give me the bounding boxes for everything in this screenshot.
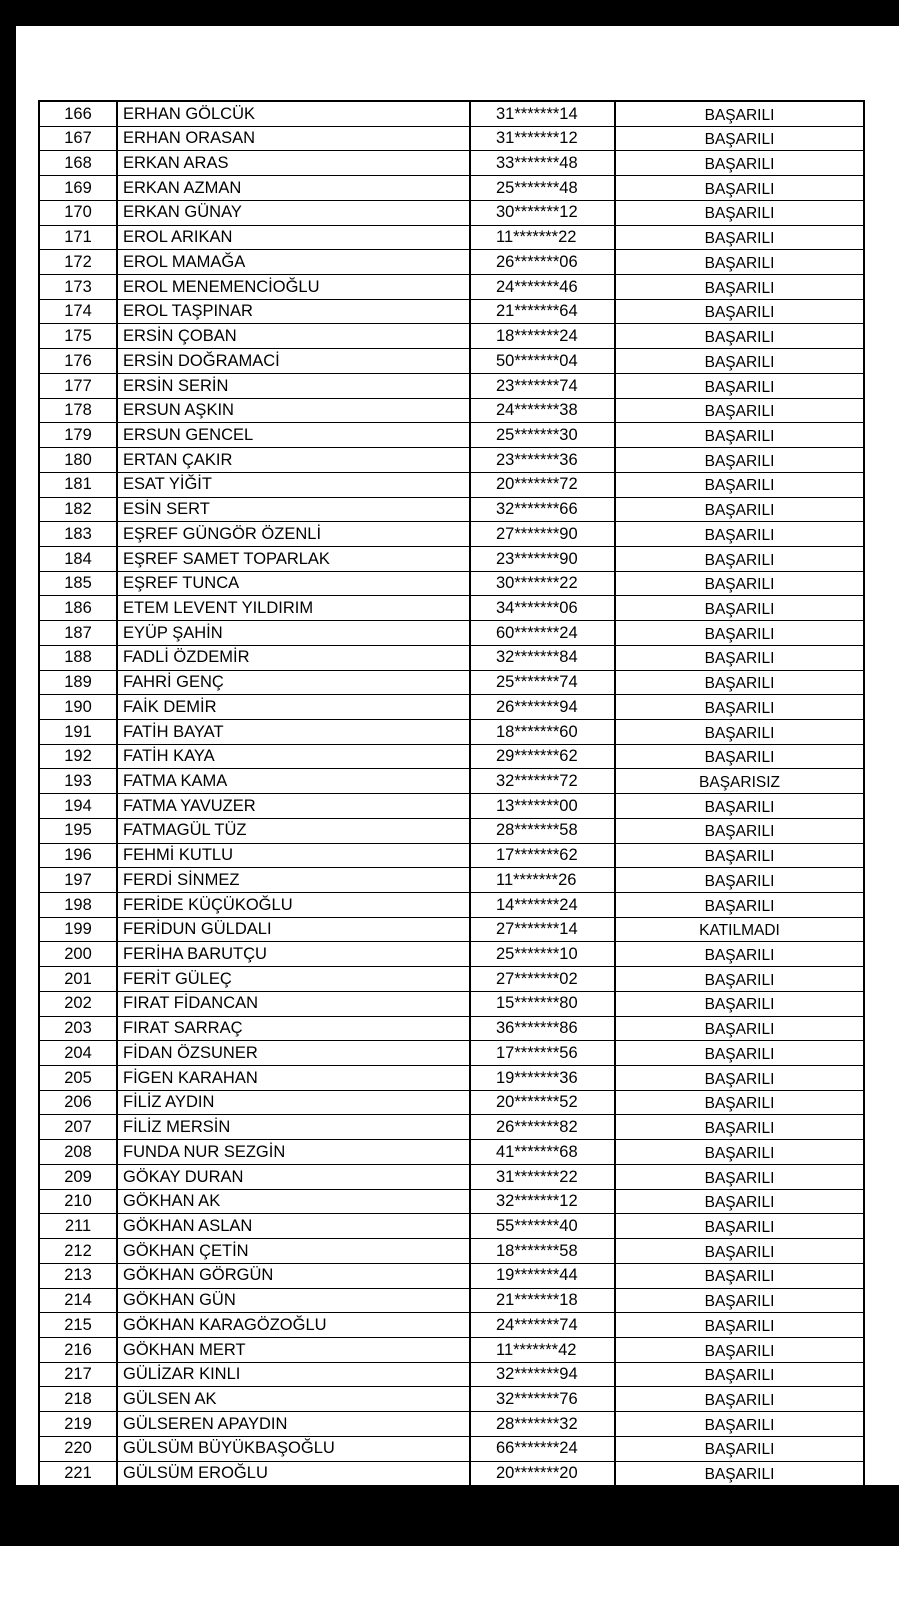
person-name: ERKAN AZMAN	[117, 176, 470, 201]
masked-id: 31*******22	[470, 1164, 615, 1189]
masked-id: 20*******72	[470, 472, 615, 497]
row-number: 172	[39, 250, 117, 275]
row-number: 221	[39, 1461, 117, 1486]
row-number: 180	[39, 448, 117, 473]
table-row	[39, 744, 864, 769]
result-status: BAŞARILI	[615, 868, 864, 893]
row-number: 167	[39, 126, 117, 151]
result-status: BAŞARILI	[615, 151, 864, 176]
row-number: 196	[39, 843, 117, 868]
masked-id: 28*******58	[470, 818, 615, 843]
result-status: BAŞARILI	[615, 423, 864, 448]
person-name: FATMA YAVUZER	[117, 794, 470, 819]
person-name: EROL ARIKAN	[117, 225, 470, 250]
result-status: BAŞARILI	[615, 546, 864, 571]
person-name: GÖKHAN GÜN	[117, 1288, 470, 1313]
row-number: 220	[39, 1436, 117, 1461]
person-name: EŞREF SAMET TOPARLAK	[117, 546, 470, 571]
row-number: 188	[39, 645, 117, 670]
masked-id: 29*******62	[470, 744, 615, 769]
result-status: BAŞARILI	[615, 1239, 864, 1264]
table-row	[39, 967, 864, 992]
masked-id: 31*******14	[470, 101, 615, 126]
result-status: BAŞARILI	[615, 1016, 864, 1041]
masked-id: 25*******10	[470, 942, 615, 967]
person-name: ERSUN GENCEL	[117, 423, 470, 448]
row-number: 191	[39, 719, 117, 744]
table-row	[39, 843, 864, 868]
table-row	[39, 917, 864, 942]
person-name: GÜLSEN AK	[117, 1387, 470, 1412]
row-number: 208	[39, 1140, 117, 1165]
result-status: BAŞARILI	[615, 472, 864, 497]
person-name: ERSİN DOĞRAMACİ	[117, 349, 470, 374]
person-name: FAHRİ GENÇ	[117, 670, 470, 695]
table-row	[39, 126, 864, 151]
masked-id: 24*******46	[470, 275, 615, 300]
row-number: 213	[39, 1263, 117, 1288]
table-row	[39, 893, 864, 918]
row-number: 187	[39, 621, 117, 646]
person-name: FEHMİ KUTLU	[117, 843, 470, 868]
table-row	[39, 275, 864, 300]
masked-id: 19*******36	[470, 1066, 615, 1091]
result-status: BAŞARILI	[615, 1090, 864, 1115]
result-status: BAŞARILI	[615, 398, 864, 423]
result-status: BAŞARILI	[615, 843, 864, 868]
row-number: 174	[39, 299, 117, 324]
row-number: 202	[39, 991, 117, 1016]
result-status: BAŞARILI	[615, 497, 864, 522]
masked-id: 18*******24	[470, 324, 615, 349]
result-status: BAŞARILI	[615, 1387, 864, 1412]
person-name: ERKAN GÜNAY	[117, 200, 470, 225]
row-number: 189	[39, 670, 117, 695]
row-number: 178	[39, 398, 117, 423]
table-row	[39, 299, 864, 324]
table-row	[39, 670, 864, 695]
masked-id: 21*******64	[470, 299, 615, 324]
row-number: 169	[39, 176, 117, 201]
masked-id: 27*******90	[470, 522, 615, 547]
person-name: FİLİZ MERSİN	[117, 1115, 470, 1140]
result-status: BAŞARILI	[615, 1461, 864, 1486]
table-row	[39, 373, 864, 398]
masked-id: 25*******48	[470, 176, 615, 201]
table-row	[39, 1387, 864, 1412]
result-status: BAŞARILI	[615, 1066, 864, 1091]
row-number: 190	[39, 695, 117, 720]
person-name: FATMAGÜL TÜZ	[117, 818, 470, 843]
table-row	[39, 1362, 864, 1387]
table-row	[39, 472, 864, 497]
result-status: BAŞARILI	[615, 645, 864, 670]
person-name: ERHAN ORASAN	[117, 126, 470, 151]
person-name: FİLİZ AYDIN	[117, 1090, 470, 1115]
result-status: BAŞARILI	[615, 621, 864, 646]
masked-id: 23*******90	[470, 546, 615, 571]
person-name: ERTAN ÇAKIR	[117, 448, 470, 473]
person-name: FERİT GÜLEÇ	[117, 967, 470, 992]
table-row	[39, 1461, 864, 1486]
person-name: GÜLSÜM EROĞLU	[117, 1461, 470, 1486]
person-name: GÖKHAN KARAGÖZOĞLU	[117, 1313, 470, 1338]
result-status: BAŞARILI	[615, 522, 864, 547]
row-number: 197	[39, 868, 117, 893]
row-number: 210	[39, 1189, 117, 1214]
person-name: FİDAN ÖZSUNER	[117, 1041, 470, 1066]
row-number: 206	[39, 1090, 117, 1115]
table-row	[39, 571, 864, 596]
masked-id: 30*******22	[470, 571, 615, 596]
person-name: FERİDUN GÜLDALI	[117, 917, 470, 942]
table-row	[39, 1090, 864, 1115]
table-row	[39, 818, 864, 843]
table-row	[39, 225, 864, 250]
result-status: BAŞARILI	[615, 942, 864, 967]
result-status: BAŞARILI	[615, 744, 864, 769]
table-row	[39, 101, 864, 126]
result-status: BAŞARILI	[615, 893, 864, 918]
masked-id: 32*******66	[470, 497, 615, 522]
result-status: BAŞARILI	[615, 373, 864, 398]
person-name: FADLİ ÖZDEMİR	[117, 645, 470, 670]
result-status: BAŞARILI	[615, 1140, 864, 1165]
result-status: BAŞARILI	[615, 596, 864, 621]
person-name: ERSİN SERİN	[117, 373, 470, 398]
result-status: BAŞARISIZ	[615, 769, 864, 794]
masked-id: 23*******36	[470, 448, 615, 473]
person-name: FERİHA BARUTÇU	[117, 942, 470, 967]
result-status: BAŞARILI	[615, 1436, 864, 1461]
table-row	[39, 1041, 864, 1066]
person-name: GÖKHAN ASLAN	[117, 1214, 470, 1239]
person-name: GÖKHAN ÇETİN	[117, 1239, 470, 1264]
masked-id: 18*******58	[470, 1239, 615, 1264]
result-status: BAŞARILI	[615, 1263, 864, 1288]
result-status: BAŞARILI	[615, 101, 864, 126]
masked-id: 26*******06	[470, 250, 615, 275]
masked-id: 32*******76	[470, 1387, 615, 1412]
result-status: BAŞARILI	[615, 324, 864, 349]
result-status: BAŞARILI	[615, 1288, 864, 1313]
result-status: BAŞARILI	[615, 1164, 864, 1189]
result-status: BAŞARILI	[615, 225, 864, 250]
masked-id: 34*******06	[470, 596, 615, 621]
table-row	[39, 1016, 864, 1041]
result-status: BAŞARILI	[615, 1189, 864, 1214]
masked-id: 13*******00	[470, 794, 615, 819]
person-name: GÖKHAN AK	[117, 1189, 470, 1214]
person-name: FIRAT SARRAÇ	[117, 1016, 470, 1041]
masked-id: 24*******38	[470, 398, 615, 423]
row-number: 200	[39, 942, 117, 967]
row-number: 199	[39, 917, 117, 942]
table-row	[39, 1313, 864, 1338]
table-row	[39, 1066, 864, 1091]
person-name: ERSİN ÇOBAN	[117, 324, 470, 349]
row-number: 181	[39, 472, 117, 497]
row-number: 179	[39, 423, 117, 448]
row-number: 183	[39, 522, 117, 547]
row-number: 211	[39, 1214, 117, 1239]
result-status: BAŞARILI	[615, 1313, 864, 1338]
masked-id: 15*******80	[470, 991, 615, 1016]
person-name: ERHAN GÖLCÜK	[117, 101, 470, 126]
row-number: 186	[39, 596, 117, 621]
person-name: FAİK DEMİR	[117, 695, 470, 720]
result-status: BAŞARILI	[615, 719, 864, 744]
table-row	[39, 1214, 864, 1239]
person-name: FERİDE KÜÇÜKOĞLU	[117, 893, 470, 918]
table-row	[39, 719, 864, 744]
row-number: 175	[39, 324, 117, 349]
result-status: BAŞARILI	[615, 670, 864, 695]
masked-id: 60*******24	[470, 621, 615, 646]
masked-id: 11*******26	[470, 868, 615, 893]
results-table-body	[39, 101, 864, 1486]
masked-id: 27*******02	[470, 967, 615, 992]
masked-id: 20*******52	[470, 1090, 615, 1115]
masked-id: 14*******24	[470, 893, 615, 918]
results-table	[38, 100, 865, 1487]
masked-id: 33*******48	[470, 151, 615, 176]
row-number: 217	[39, 1362, 117, 1387]
masked-id: 28*******32	[470, 1412, 615, 1437]
viewer-top-border	[0, 0, 899, 26]
masked-id: 25*******74	[470, 670, 615, 695]
masked-id: 66*******24	[470, 1436, 615, 1461]
masked-id: 26*******94	[470, 695, 615, 720]
person-name: ERKAN ARAS	[117, 151, 470, 176]
row-number: 215	[39, 1313, 117, 1338]
result-status: BAŞARILI	[615, 571, 864, 596]
row-number: 173	[39, 275, 117, 300]
person-name: GÖKHAN GÖRGÜN	[117, 1263, 470, 1288]
row-number: 176	[39, 349, 117, 374]
result-status: BAŞARILI	[615, 1337, 864, 1362]
result-status: BAŞARILI	[615, 1412, 864, 1437]
masked-id: 32*******72	[470, 769, 615, 794]
table-row	[39, 200, 864, 225]
table-row	[39, 769, 864, 794]
result-status: BAŞARILI	[615, 349, 864, 374]
table-row	[39, 1115, 864, 1140]
table-row	[39, 398, 864, 423]
person-name: FIRAT FİDANCAN	[117, 991, 470, 1016]
person-name: ERSUN AŞKIN	[117, 398, 470, 423]
table-row	[39, 596, 864, 621]
table-row	[39, 546, 864, 571]
person-name: EROL MAMAĞA	[117, 250, 470, 275]
row-number: 168	[39, 151, 117, 176]
table-row	[39, 423, 864, 448]
result-status: KATILMADI	[615, 917, 864, 942]
masked-id: 17*******62	[470, 843, 615, 868]
row-number: 205	[39, 1066, 117, 1091]
table-row	[39, 176, 864, 201]
result-status: BAŞARILI	[615, 991, 864, 1016]
result-status: BAŞARILI	[615, 1214, 864, 1239]
row-number: 184	[39, 546, 117, 571]
masked-id: 32*******94	[470, 1362, 615, 1387]
person-name: EŞREF GÜNGÖR ÖZENLİ	[117, 522, 470, 547]
masked-id: 17*******56	[470, 1041, 615, 1066]
person-name: FATİH KAYA	[117, 744, 470, 769]
person-name: FATMA KAMA	[117, 769, 470, 794]
row-number: 209	[39, 1164, 117, 1189]
masked-id: 31*******12	[470, 126, 615, 151]
table-row	[39, 794, 864, 819]
masked-id: 25*******30	[470, 423, 615, 448]
row-number: 207	[39, 1115, 117, 1140]
row-number: 212	[39, 1239, 117, 1264]
person-name: EYÜP ŞAHİN	[117, 621, 470, 646]
table-row	[39, 1337, 864, 1362]
table-row	[39, 1140, 864, 1165]
row-number: 171	[39, 225, 117, 250]
masked-id: 32*******84	[470, 645, 615, 670]
table-row	[39, 1288, 864, 1313]
masked-id: 50*******04	[470, 349, 615, 374]
row-number: 185	[39, 571, 117, 596]
row-number: 216	[39, 1337, 117, 1362]
result-status: BAŞARILI	[615, 299, 864, 324]
row-number: 214	[39, 1288, 117, 1313]
table-row	[39, 695, 864, 720]
masked-id: 26*******82	[470, 1115, 615, 1140]
table-row	[39, 868, 864, 893]
result-status: BAŞARILI	[615, 818, 864, 843]
person-name: GÖKAY DURAN	[117, 1164, 470, 1189]
row-number: 166	[39, 101, 117, 126]
row-number: 193	[39, 769, 117, 794]
masked-id: 41*******68	[470, 1140, 615, 1165]
row-number: 218	[39, 1387, 117, 1412]
masked-id: 21*******18	[470, 1288, 615, 1313]
masked-id: 36*******86	[470, 1016, 615, 1041]
result-status: BAŞARILI	[615, 1041, 864, 1066]
person-name: FİGEN KARAHAN	[117, 1066, 470, 1091]
table-row	[39, 1189, 864, 1214]
row-number: 204	[39, 1041, 117, 1066]
table-row	[39, 1164, 864, 1189]
row-number: 192	[39, 744, 117, 769]
table-row	[39, 349, 864, 374]
masked-id: 32*******12	[470, 1189, 615, 1214]
result-status: BAŞARILI	[615, 275, 864, 300]
person-name: ETEM LEVENT YILDIRIM	[117, 596, 470, 621]
person-name: GÖKHAN MERT	[117, 1337, 470, 1362]
table-row	[39, 497, 864, 522]
person-name: EROL MENEMENCİOĞLU	[117, 275, 470, 300]
row-number: 182	[39, 497, 117, 522]
result-status: BAŞARILI	[615, 967, 864, 992]
result-status: BAŞARILI	[615, 126, 864, 151]
masked-id: 11*******22	[470, 225, 615, 250]
result-status: BAŞARILI	[615, 200, 864, 225]
table-row	[39, 942, 864, 967]
person-name: GÜLSÜM BÜYÜKBAŞOĞLU	[117, 1436, 470, 1461]
masked-id: 23*******74	[470, 373, 615, 398]
masked-id: 11*******42	[470, 1337, 615, 1362]
masked-id: 55*******40	[470, 1214, 615, 1239]
masked-id: 30*******12	[470, 200, 615, 225]
row-number: 201	[39, 967, 117, 992]
table-row	[39, 151, 864, 176]
row-number: 177	[39, 373, 117, 398]
result-status: BAŞARILI	[615, 695, 864, 720]
result-status: BAŞARILI	[615, 250, 864, 275]
result-status: BAŞARILI	[615, 1115, 864, 1140]
viewer-left-border	[0, 0, 16, 1485]
table-row	[39, 1436, 864, 1461]
person-name: EŞREF TUNCA	[117, 571, 470, 596]
person-name: FERDİ SİNMEZ	[117, 868, 470, 893]
table-row	[39, 645, 864, 670]
row-number: 203	[39, 1016, 117, 1041]
masked-id: 27*******14	[470, 917, 615, 942]
person-name: ESİN SERT	[117, 497, 470, 522]
row-number: 170	[39, 200, 117, 225]
row-number: 194	[39, 794, 117, 819]
masked-id: 19*******44	[470, 1263, 615, 1288]
table-row	[39, 991, 864, 1016]
person-name: EROL TAŞPINAR	[117, 299, 470, 324]
masked-id: 18*******60	[470, 719, 615, 744]
result-status: BAŞARILI	[615, 176, 864, 201]
masked-id: 24*******74	[470, 1313, 615, 1338]
result-status: BAŞARILI	[615, 448, 864, 473]
person-name: GÜLSEREN APAYDIN	[117, 1412, 470, 1437]
table-row	[39, 250, 864, 275]
person-name: FATİH BAYAT	[117, 719, 470, 744]
person-name: FUNDA NUR SEZGİN	[117, 1140, 470, 1165]
table-row	[39, 1412, 864, 1437]
person-name: ESAT YİĞİT	[117, 472, 470, 497]
table-row	[39, 324, 864, 349]
person-name: GÜLİZAR KINLI	[117, 1362, 470, 1387]
table-row	[39, 522, 864, 547]
row-number: 195	[39, 818, 117, 843]
result-status: BAŞARILI	[615, 1362, 864, 1387]
table-row	[39, 621, 864, 646]
table-row	[39, 448, 864, 473]
viewer-bottom-border	[0, 1485, 899, 1546]
table-row	[39, 1263, 864, 1288]
result-status: BAŞARILI	[615, 794, 864, 819]
masked-id: 20*******20	[470, 1461, 615, 1486]
row-number: 198	[39, 893, 117, 918]
table-row	[39, 1239, 864, 1264]
row-number: 219	[39, 1412, 117, 1437]
